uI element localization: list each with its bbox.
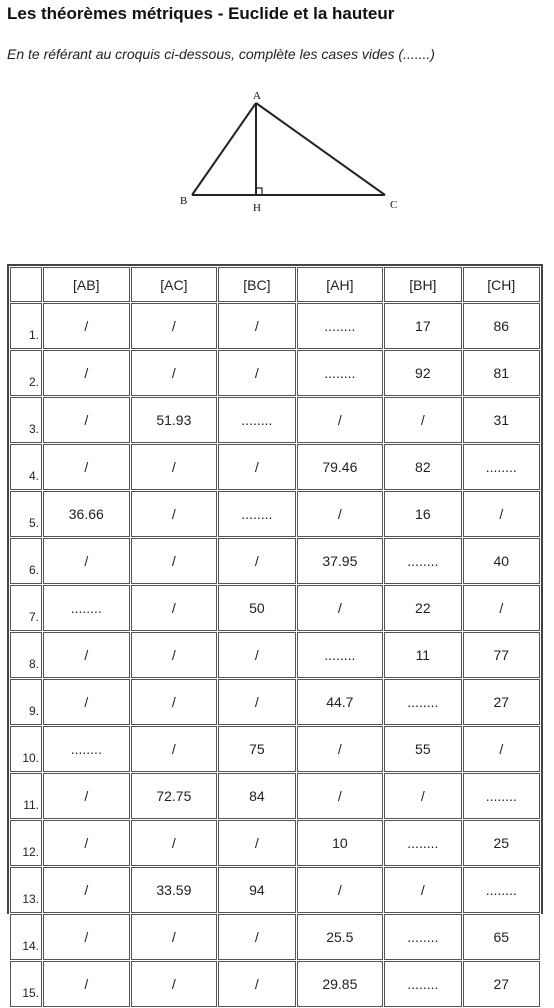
cell-ab: / [43, 820, 130, 866]
triangle-figure [170, 84, 410, 216]
cell-ah[interactable]: ........ [297, 632, 384, 678]
cell-ch: 77 [463, 632, 540, 678]
header-ac: [AC] [131, 267, 218, 302]
cell-ac: / [131, 444, 218, 490]
cell-ah: / [297, 726, 384, 772]
table-row [10, 820, 540, 866]
cell-bh: 22 [384, 585, 461, 631]
cell-ch[interactable]: ........ [463, 867, 540, 913]
cell-ch: 27 [463, 679, 540, 725]
cell-ch[interactable]: ........ [463, 773, 540, 819]
cell-ah: 44.7 [297, 679, 384, 725]
cell-ab: / [43, 867, 130, 913]
cell-bh: / [384, 867, 461, 913]
cell-bc: / [218, 820, 295, 866]
cell-ah: 25.5 [297, 914, 384, 960]
cell-ab: / [43, 303, 130, 349]
cell-ah[interactable]: ........ [297, 303, 384, 349]
label-c: C [390, 199, 398, 211]
table-row [10, 867, 540, 913]
row-number: 4. [10, 444, 42, 490]
cell-bc: / [218, 679, 295, 725]
cell-ab: / [43, 538, 130, 584]
cell-ab: / [43, 397, 130, 443]
cell-ah: 29.85 [297, 961, 384, 1007]
cell-ch: 86 [463, 303, 540, 349]
cell-ch: 25 [463, 820, 540, 866]
row-number: 15. [10, 961, 42, 1007]
cell-bc: / [218, 350, 295, 396]
cell-bc: 84 [218, 773, 295, 819]
cell-ac: / [131, 350, 218, 396]
table-row [10, 491, 540, 537]
row-number: 8. [10, 632, 42, 678]
row-number: 13. [10, 867, 42, 913]
cell-bh[interactable]: ........ [384, 538, 461, 584]
cell-ah: / [297, 773, 384, 819]
cell-ah: / [297, 397, 384, 443]
cell-ch: / [463, 491, 540, 537]
cell-ac: / [131, 961, 218, 1007]
cell-bc: / [218, 914, 295, 960]
cell-ac: 33.59 [131, 867, 218, 913]
cell-ch: 27 [463, 961, 540, 1007]
cell-ac: / [131, 914, 218, 960]
label-h: H [253, 202, 261, 214]
cell-ac: 51.93 [131, 397, 218, 443]
cell-bc: 50 [218, 585, 295, 631]
cell-bc: / [218, 303, 295, 349]
cell-bh[interactable]: ........ [384, 961, 461, 1007]
header-ah: [AH] [297, 267, 384, 302]
cell-ab: / [43, 350, 130, 396]
table-row [10, 350, 540, 396]
row-number: 3. [10, 397, 42, 443]
cell-ah: / [297, 585, 384, 631]
cell-ch: / [463, 585, 540, 631]
table-row [10, 914, 540, 960]
table-row [10, 773, 540, 819]
row-number: 10. [10, 726, 42, 772]
cell-bc: 75 [218, 726, 295, 772]
cell-bh[interactable]: ........ [384, 820, 461, 866]
exercise-table [9, 266, 541, 1008]
table-row [10, 303, 540, 349]
cell-bc: / [218, 444, 295, 490]
cell-ah: 79.46 [297, 444, 384, 490]
header-corner [10, 267, 42, 302]
cell-ac: / [131, 303, 218, 349]
row-number: 14. [10, 914, 42, 960]
table-row [10, 585, 540, 631]
table-row [10, 632, 540, 678]
table-row [10, 961, 540, 1007]
cell-bc: / [218, 538, 295, 584]
table-header-row [10, 267, 540, 302]
cell-ch: 65 [463, 914, 540, 960]
cell-bc: / [218, 632, 295, 678]
cell-ab: 36.66 [43, 491, 130, 537]
cell-bh: 55 [384, 726, 461, 772]
header-bc: [BC] [218, 267, 295, 302]
cell-ah[interactable]: ........ [297, 350, 384, 396]
table-row [10, 397, 540, 443]
cell-bh: 17 [384, 303, 461, 349]
cell-ac: / [131, 491, 218, 537]
cell-ah: 10 [297, 820, 384, 866]
page-title: Les théorèmes métriques - Euclide et la hauteur [7, 4, 395, 23]
cell-ab: / [43, 961, 130, 1007]
triangle-diagram [170, 84, 410, 216]
table-row [10, 444, 540, 490]
cell-bh: 82 [384, 444, 461, 490]
side-ac [256, 103, 385, 195]
label-a: A [253, 90, 261, 102]
row-number: 6. [10, 538, 42, 584]
cell-bh: / [384, 397, 461, 443]
cell-ac: / [131, 679, 218, 725]
instruction-text: En te référant au croquis ci-dessous, complète les cases vides (.......) [7, 46, 435, 62]
cell-bh[interactable]: ........ [384, 679, 461, 725]
row-number: 2. [10, 350, 42, 396]
row-number: 7. [10, 585, 42, 631]
cell-bc: 94 [218, 867, 295, 913]
cell-ab: / [43, 914, 130, 960]
cell-ab: / [43, 773, 130, 819]
header-bh: [BH] [384, 267, 461, 302]
cell-ac: 72.75 [131, 773, 218, 819]
row-number: 9. [10, 679, 42, 725]
header-ab: [AB] [43, 267, 130, 302]
table-row [10, 679, 540, 725]
cell-ch: / [463, 726, 540, 772]
cell-ab: / [43, 444, 130, 490]
table-row [10, 538, 540, 584]
cell-ab: / [43, 632, 130, 678]
cell-ac: / [131, 820, 218, 866]
cell-ac: / [131, 585, 218, 631]
row-number: 1. [10, 303, 42, 349]
cell-bh: 16 [384, 491, 461, 537]
cell-ah: / [297, 491, 384, 537]
row-number: 12. [10, 820, 42, 866]
cell-ch: 31 [463, 397, 540, 443]
cell-bc: / [218, 961, 295, 1007]
cell-ab[interactable]: ........ [43, 585, 130, 631]
cell-ac: / [131, 538, 218, 584]
cell-ac: / [131, 726, 218, 772]
cell-ac: / [131, 632, 218, 678]
label-b: B [180, 195, 188, 207]
header-ch: [CH] [463, 267, 540, 302]
cell-ab[interactable]: ........ [43, 726, 130, 772]
cell-bh: 11 [384, 632, 461, 678]
cell-bh: 92 [384, 350, 461, 396]
cell-ch[interactable]: ........ [463, 444, 540, 490]
cell-ab: / [43, 679, 130, 725]
cell-bc[interactable]: ........ [218, 491, 295, 537]
exercise-table-frame [7, 264, 543, 1000]
cell-bh: / [384, 773, 461, 819]
row-number: 11. [10, 773, 42, 819]
side-ab [192, 103, 256, 195]
cell-bh[interactable]: ........ [384, 914, 461, 960]
table-row [10, 726, 540, 772]
cell-bc[interactable]: ........ [218, 397, 295, 443]
row-number: 5. [10, 491, 42, 537]
cell-ch: 40 [463, 538, 540, 584]
cell-ah: / [297, 867, 384, 913]
cell-ah: 37.95 [297, 538, 384, 584]
cell-ch: 81 [463, 350, 540, 396]
